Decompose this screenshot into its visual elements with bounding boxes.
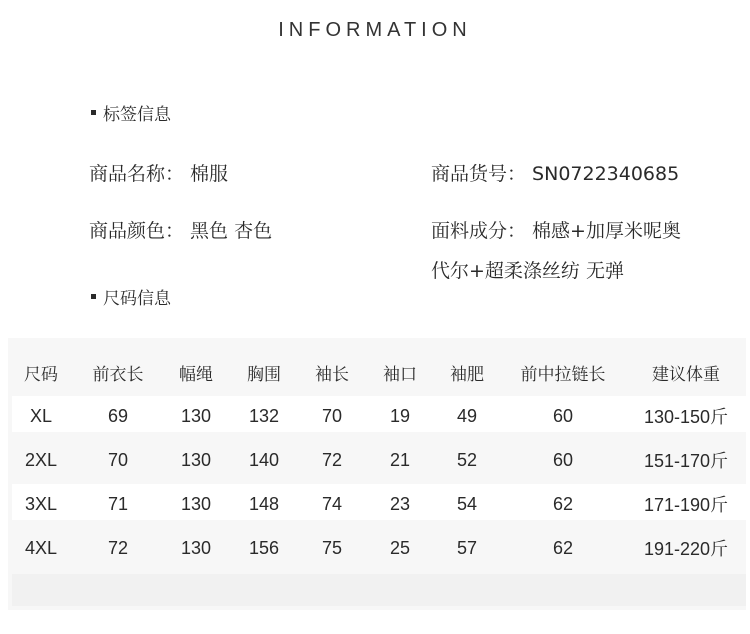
cell-size: 4XL (24, 537, 58, 558)
cell-sleeve-width: 52 (456, 449, 478, 470)
cell-cuff: 21 (389, 449, 411, 470)
cell-size: 3XL (24, 493, 58, 514)
size-table-panel (8, 338, 746, 610)
size-info-heading (91, 284, 171, 309)
cell-hem: 130 (180, 449, 212, 470)
cell-zipper-length: 62 (552, 537, 574, 558)
cell-weight: 130-150斤 (643, 407, 729, 427)
size-table (8, 350, 746, 570)
cell-hem: 130 (180, 405, 212, 426)
fabric-line-1: 面料成分： 棉感+加厚米呢奥 (431, 220, 681, 242)
fabric-line-2: 代尔+超柔涤丝纺 无弹 (431, 260, 624, 282)
table-row (8, 482, 746, 526)
header-front-length: 前衣长 (92, 364, 144, 385)
table-row (8, 394, 746, 438)
cell-zipper-length: 60 (552, 405, 574, 426)
header-hem: 幅绳 (179, 364, 213, 385)
header-chest: 胸围 (247, 364, 281, 385)
table-header-row (8, 350, 746, 394)
cell-zipper-length: 62 (552, 493, 574, 514)
header-sleeve-length: 袖长 (315, 364, 349, 385)
bullet-icon (91, 110, 96, 115)
cell-size: XL (29, 405, 53, 426)
cell-sleeve-length: 72 (321, 449, 343, 470)
cell-chest: 156 (248, 537, 280, 558)
table-row (8, 526, 746, 570)
table-row (8, 438, 746, 482)
tag-info-heading (91, 100, 171, 125)
table-footer-band (12, 574, 746, 606)
cell-sleeve-width: 49 (456, 405, 478, 426)
size-info-label: 尺码信息 (103, 289, 171, 309)
tag-info-label: 标签信息 (103, 105, 171, 125)
cell-cuff: 23 (389, 493, 411, 514)
product-sku: 商品货号： SN0722340685 (431, 163, 680, 185)
cell-zipper-length: 60 (552, 449, 574, 470)
page-title: INFORMATION (278, 19, 472, 41)
cell-chest: 132 (248, 405, 280, 426)
header-sleeve-width: 袖肥 (450, 364, 484, 385)
cell-hem: 130 (180, 493, 212, 514)
cell-weight: 191-220斤 (643, 539, 729, 559)
cell-sleeve-length: 75 (321, 537, 343, 558)
cell-sleeve-length: 70 (321, 405, 343, 426)
cell-chest: 140 (248, 449, 280, 470)
product-name: 商品名称： 棉服 (89, 163, 229, 185)
header-size: 尺码 (24, 364, 58, 385)
cell-chest: 148 (248, 493, 280, 514)
cell-weight: 151-170斤 (643, 451, 729, 471)
cell-size: 2XL (24, 449, 58, 470)
cell-sleeve-width: 57 (456, 537, 478, 558)
header-zipper-length: 前中拉链长 (520, 364, 606, 385)
cell-hem: 130 (180, 537, 212, 558)
cell-weight: 171-190斤 (643, 495, 729, 515)
bullet-icon (91, 294, 96, 299)
cell-front-length: 70 (107, 449, 129, 470)
cell-cuff: 19 (389, 405, 411, 426)
cell-front-length: 69 (107, 405, 129, 426)
cell-front-length: 71 (107, 493, 129, 514)
product-color: 商品颜色： 黑色 杏色 (89, 220, 273, 242)
cell-sleeve-width: 54 (456, 493, 478, 514)
cell-front-length: 72 (107, 537, 129, 558)
header-weight: 建议体重 (652, 364, 720, 385)
cell-cuff: 25 (389, 537, 411, 558)
cell-sleeve-length: 74 (321, 493, 343, 514)
header-cuff: 袖口 (383, 364, 417, 385)
